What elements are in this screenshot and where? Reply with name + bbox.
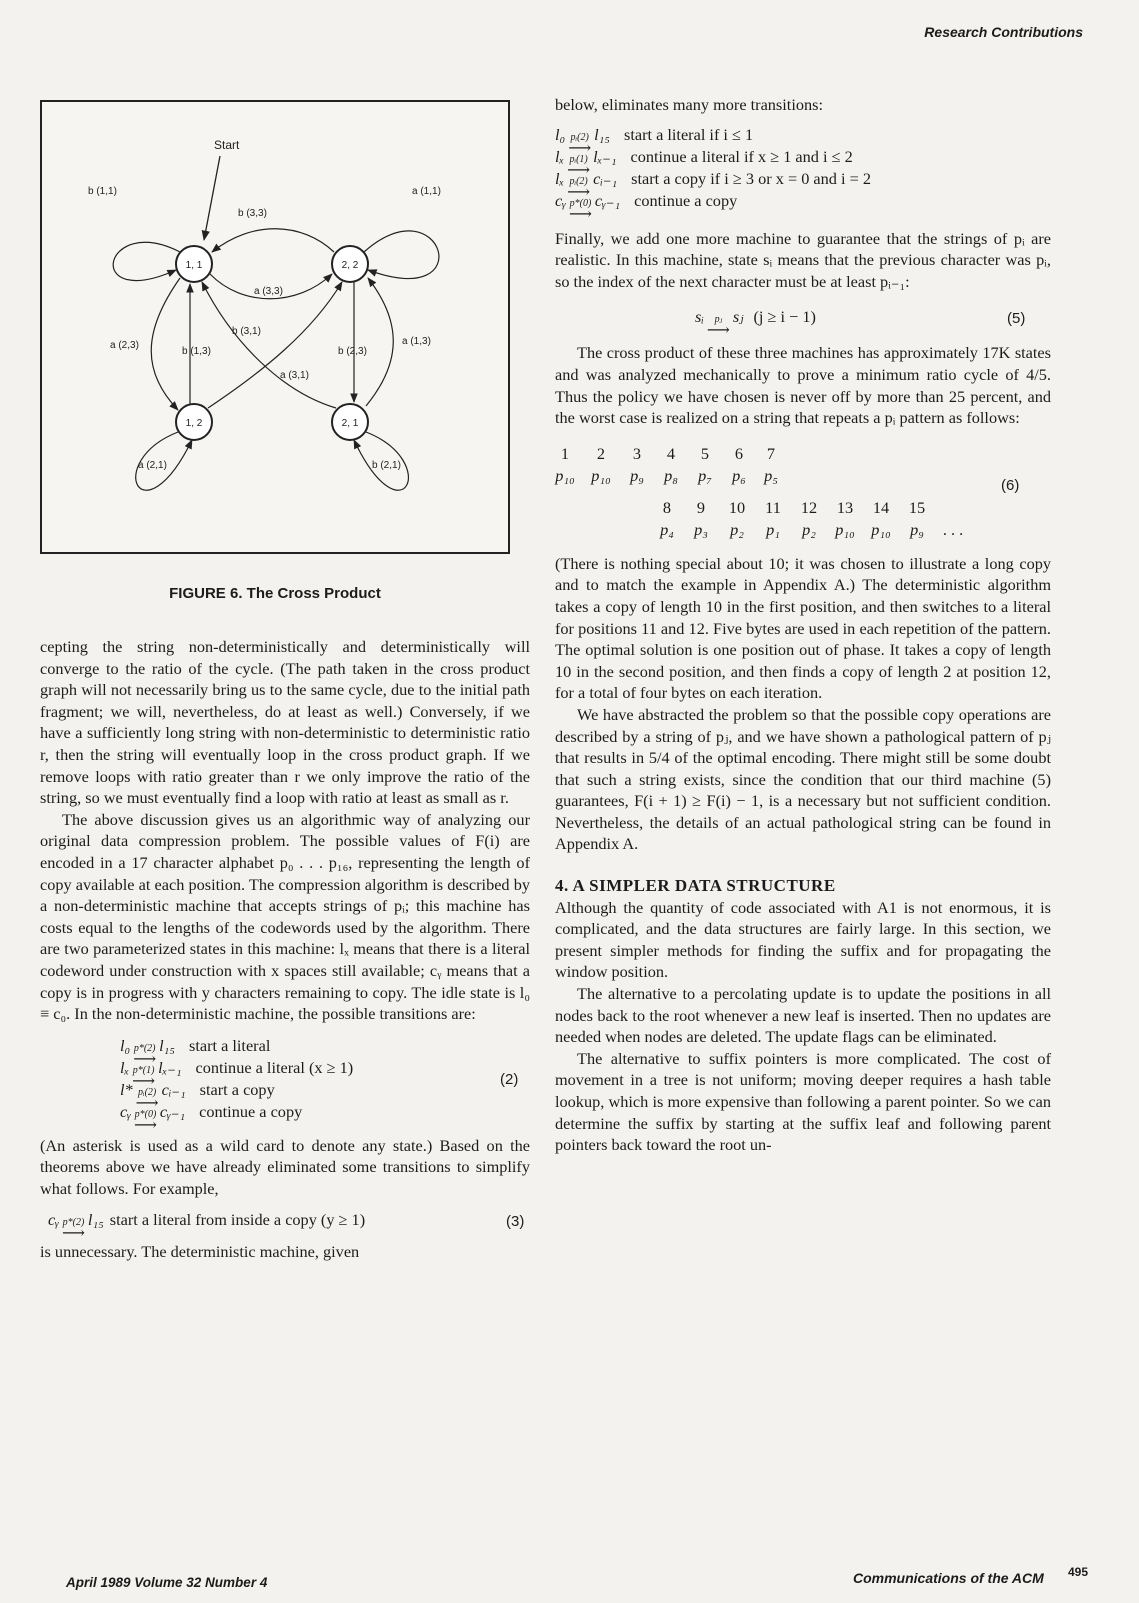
- right-paragraph-3: The cross product of these three machines has approximately 17K states and was analyzed mechanically to prove a minimum ratio cycle of 4/5. Thus the policy we have chosen is never off by more than 25 percent, and the worst case is realized on a string that repeats a pᵢ pattern as follows:: [555, 343, 1051, 428]
- label-loop-22: a (1,1): [412, 186, 441, 197]
- node-2-1: [332, 404, 368, 440]
- equation-5: sᵢ pⱼ ⟶ sⱼ (j ≥ i − 1) (5): [695, 307, 1026, 340]
- page-number: 495: [1068, 1565, 1089, 1579]
- eq4-row: lₓ pᵢ(2) ⟶ cᵢ₋₁ start a copy if i ≥ 3 or x = 0 and i = 2: [555, 168, 871, 201]
- equation-4: [555, 124, 1051, 223]
- right-column: [555, 94, 1051, 1156]
- node-1-1: [176, 246, 212, 282]
- edge-11-12-outer: [151, 278, 180, 410]
- left-paragraph-1: cepting the string non-deterministically and deterministically will converge to the ratio of the cycle. (The path taken in the cross product graph will not necessarily bring us to the same cycle, due to the initial path fragment; we will, nevertheless, do at least as well.) Conversely, if we have a sufficiently long string with non-deterministic to deterministic ratio r, then the string will eventually loop in the cross product graph. If we remove loops with ratio greater than r we only improve the ratio of the string, so we must eventually find a loop with ratio at least as small as r.: [40, 637, 530, 808]
- label-e21-22: a (1,3): [402, 336, 431, 347]
- edge-12-22: [208, 282, 342, 408]
- right-paragraph-6: Although the quantity of code associated with A1 is not enormous, it is complicated, and the data structures are fairly large. In this section, we present simpler methods for finding the suffix and for propagating the window position.: [555, 897, 1051, 982]
- edge-21-22: [366, 278, 393, 406]
- edge-loop-22: [364, 231, 439, 279]
- equation-2: [120, 1035, 530, 1134]
- start-label: Start: [214, 138, 240, 152]
- equation-3: cᵧ p*(2) ⟶ l₁₅ start a literal from inside a copy (y ≥ 1) (3): [48, 1210, 525, 1243]
- eq3-number: (3): [506, 1213, 525, 1231]
- label-e11-12-outer: a (2,3): [110, 340, 139, 351]
- edge-loop-11: [113, 242, 180, 280]
- edge-22-11: [212, 229, 334, 252]
- edge-21-11: [202, 282, 336, 408]
- eq6-number: (6): [1001, 476, 1020, 494]
- running-header: Research Contributions: [924, 24, 1083, 40]
- eq4-row: cᵧ p*(0) ⟶ cᵧ₋₁ continue a copy: [555, 190, 738, 223]
- figure-caption: FIGURE 6. The Cross Product: [169, 585, 381, 602]
- right-paragraph-2: Finally, we add one more machine to guarantee that the strings of pᵢ are realistic. In this machine, state sᵢ means that the previous character was pᵢ, so the index of the next character must be at least pᵢ₋₁:: [555, 228, 1051, 291]
- eq2-number: (2): [500, 1070, 519, 1088]
- svg-text:1, 2: 1, 2: [185, 418, 203, 429]
- right-paragraph-7: The alternative to a percolating update is to update the positions in all nodes back to the root whenever a new leaf is inserted. Then no updates are needed when nodes are deleted. The update flags can be eliminated.: [555, 984, 1051, 1047]
- eq2-row: lₓ p*(1) ⟶ lₓ₋₁ continue a literal (x ≥ 1): [120, 1057, 354, 1090]
- start-arrow: [204, 156, 220, 240]
- right-paragraph-4: (There is nothing special about 10; it was chosen to illustrate a long copy and to match the example in Appendix A.) The deterministic algorithm takes a copy of length 10 in the first position, and then switches to a literal for positions 11 and 12. Five bytes are used in each repetition of the pattern. The optimal solution is one position out of phase. It takes a copy of length 10 in the second position, and then finds a copy of length 2 at position 12, for a total of four bytes on each iteration.: [555, 553, 1051, 703]
- eq2-row: l₀ p*(2) ⟶ l₁₅ start a literal: [120, 1035, 271, 1068]
- eq4-row: lₓ pᵢ(1) ⟶ lₓ₋₁ continue a literal if x ≥ 1 and i ≤ 2: [555, 146, 853, 179]
- eq4-row: l₀ pᵢ(2) ⟶ l₁₅ start a literal if i ≤ 1: [555, 124, 754, 157]
- label-e21-11: a (3,1): [280, 370, 309, 381]
- left-paragraph-2: The above discussion gives us an algorithmic way of analyzing our original data compression problem. The possible values of F(i) are encoded in a 17 character alphabet p₀ . . . p₁₆, representing the length of copy available at each position. The compression algorithm is described by a non-deterministic machine that accepts strings of pᵢ; this machine has costs equal to the lengths of the codewords used by the algorithm. There are two parameterized states in this machine: lₓ means that there is a literal codeword under construction with x spaces still available; cᵧ means that a copy is in progress with y characters remaining to copy. The idle state is l₀ ≡ c₀. In the non-deterministic machine, the possible transitions are:: [40, 809, 530, 1024]
- left-paragraph-4: is unnecessary. The deterministic machine, given: [40, 1242, 360, 1262]
- right-paragraph-5: We have abstracted the problem so that the possible copy operations are described by a string of pⱼ, and we have shown a pathological pattern of pⱼ that results in 5/4 of the optimal encoding. There might still be some doubt that such a string exists, since the condition that our third machine (5) guarantees, F(i + 1) ≥ F(i) − 1, is a necessary but not sufficient condition. Nevertheless, the details of an actual pathological string can be found in Appendix A.: [555, 704, 1051, 854]
- eq2-row: l* pᵢ(2) ⟶ cᵢ₋₁ start a copy: [120, 1079, 275, 1112]
- label-loop-21: b (2,1): [372, 460, 401, 471]
- label-e11-22: a (3,3): [254, 286, 283, 297]
- figure-6: [40, 100, 510, 554]
- equation-6: 1 2 3 4 5 6 7 p₁₀ p₁₀ p₉ p₈ p₇ p₆ p₅ 8 9 10 11 12 13 14 15 p₄ p₃ p₂ p₁ p₂ p₁₀ p₁₀ p₉ . . . (6): [555, 443, 1020, 539]
- node-1-2: [176, 404, 212, 440]
- footer-issue: April 1989 Volume 32 Number 4: [66, 1575, 268, 1590]
- left-column: [40, 636, 530, 1263]
- svg-text:2, 1: 2, 1: [341, 418, 359, 429]
- label-loop-11: b (1,1): [88, 186, 117, 197]
- label-e22-11: b (3,3): [238, 208, 267, 219]
- label-e12-11: b (1,3): [182, 346, 211, 357]
- eq2-row: cᵧ p*(0) ⟶ cᵧ₋₁ continue a copy: [120, 1101, 303, 1134]
- eq5-number: (5): [1007, 310, 1026, 328]
- svg-text:2, 2: 2, 2: [341, 260, 359, 271]
- label-e12-22: b (3,1): [232, 326, 261, 337]
- label-e22-21: b (2,3): [338, 346, 367, 357]
- right-paragraph-8: The alternative to suffix pointers is more complicated. The cost of movement in a tree is not uniform; moving deeper requires a hash table lookup, which is more expensive than following a parent pointer. So we can determine the suffix by starting at the suffix leaf and following parent pointers back toward the root un-: [555, 1048, 1051, 1155]
- cross-product-diagram: [42, 102, 508, 552]
- section-heading: 4. A SIMPLER DATA STRUCTURE: [555, 876, 836, 896]
- footer-journal: Communications of the ACM: [853, 1570, 1044, 1586]
- node-2-2: [332, 246, 368, 282]
- svg-text:1, 1: 1, 1: [185, 260, 203, 271]
- label-loop-12: a (2,1): [138, 460, 167, 471]
- right-paragraph-1: below, eliminates many more transitions:: [555, 95, 823, 114]
- left-paragraph-3: (An asterisk is used as a wild card to denote any state.) Based on the theorems above we have already eliminated some transitions to simplify what follows. For example,: [40, 1135, 530, 1198]
